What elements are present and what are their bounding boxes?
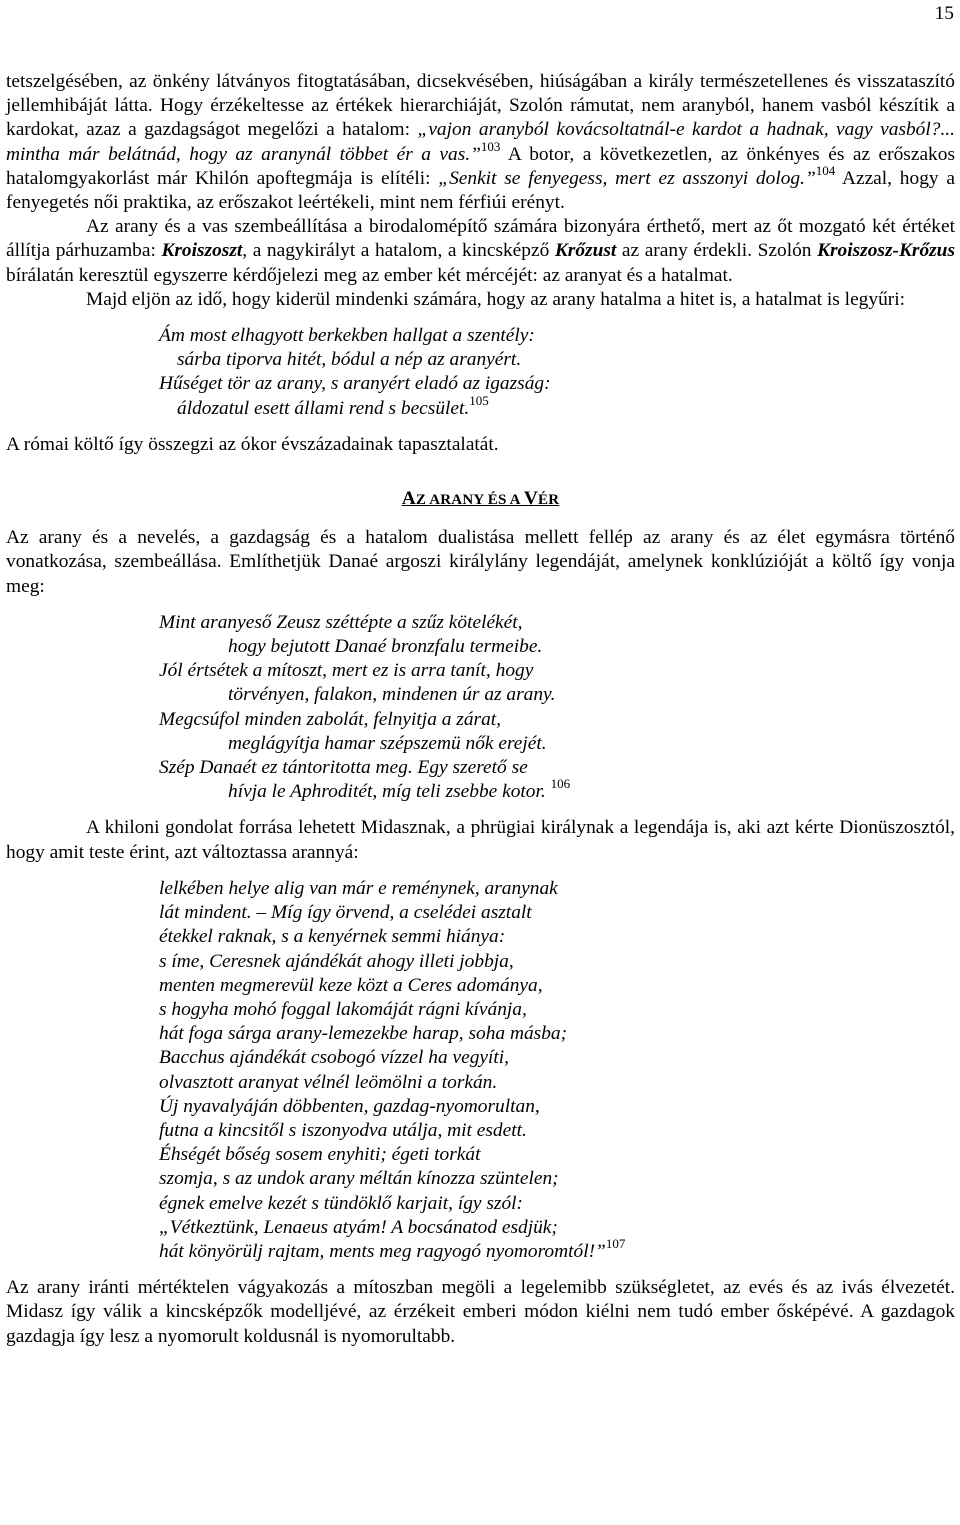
paragraph-szolon-vas: [6, 70, 955, 215]
poem-line: étekkel raknak, s a kenyérnek semmi hiánya:: [159, 926, 506, 948]
poem-line: sárba tiporva hitét, bódul a nép az aranyért.: [177, 349, 522, 371]
poem-line: törvényen, falakon, mindenen úr az arany.: [228, 684, 556, 706]
text-run: Az arany és a vas szembeállítása a birodalomépítő számára bizonyára érthető, mert az őt mozgató két értéket állítja párhuzamba:: [6, 216, 955, 262]
poem-line: s hogyha mohó foggal lakomáját rágni kívánja,: [159, 998, 527, 1020]
paragraph-danae: Az arany és a nevelés, a gazdagság és a hatalom dualistása mellett fellép az arany és az élet egymásra történő vonatkozása, szembeállása. Említhetjük Danaé argoszi királylány legendáját, amelynek konklúzióját a költő így vonja meg:: [6, 527, 955, 597]
poem-line: futna a kincsitől s iszonyodva utálja, mit esdett.: [159, 1119, 527, 1141]
poem-line: meglágyítja hamar szépszemü nők erejét.: [228, 732, 547, 754]
heading-smallcaps: Z ARANY ÉS A: [415, 492, 524, 509]
paragraph-arany-hatalma: Majd eljön az idő, hogy kiderül mindenki számára, hogy az arany hatalma a hitet is, a hatalmat is legyűri:: [86, 288, 905, 310]
name-krozust: Krőzust: [554, 240, 617, 262]
poem-line: [159, 776, 955, 804]
poem-line: hogy bejutott Danaé bronzfalu termeibe.: [228, 636, 543, 658]
footnote-ref-104[interactable]: 104: [815, 162, 836, 178]
heading-initial: V: [523, 488, 539, 510]
poem-line: Szép Danaét ez tántoritotta meg. Egy szerető se: [159, 757, 528, 779]
poem-line: lelkében helye alig van már e reménynek, aranynak: [159, 877, 558, 899]
text-run: bírálatán keresztül egyszerre kérdőjelezi meg az ember két mércéjét: az aranyat és a hatalmat.: [6, 264, 733, 286]
poem-line-text: áldozatul esett állami rend s becsület.: [177, 397, 470, 419]
poem-line: olvasztott aranyat vélnél leömölni a torkán.: [159, 1071, 498, 1093]
heading-initial: A: [401, 488, 416, 510]
text-run: Azzal, hogy a fenyegetés női praktika, az erőszakot leértékeli, mint nem férfiúi erényt.: [6, 167, 955, 214]
paragraph-midasz: A khiloni gondolat forrása lehetett Midasznak, a phrügiai királynak a legendája is, aki azt kérte Dionüszosztól, hogy amit teste érint, azt változtassa arannyá:: [6, 817, 955, 863]
paragraph-romai-kolto: A római költő így összegzi az ókor évszázadainak tapasztalatát.: [6, 433, 499, 455]
paragraph-mertektelen: Az arany iránti mértéktelen vágyakozás a mítoszban megöli a legelemibb szükségletet, az evés és az ivás élvezetét. Midasz így válik a kincsképzők modelljévé, az érzékeit emberi módon kiélni nem tudó ember ősképévé. A gazdagok gazdagja így lesz a nyomorult koldusnál is nyomorultabb.: [6, 1277, 955, 1347]
page-body: [6, 70, 955, 1349]
poem-line: Jól értsétek a mítoszt, mert ez is arra tanít, hogy: [159, 660, 534, 682]
poem-line: hát foga sárga arany-lemezekbe harap, soha másba;: [159, 1023, 568, 1045]
poem-line: szomja, s az undok arany méltán kínozza szüntelen;: [159, 1168, 559, 1190]
poem-roman: [159, 324, 955, 421]
quote-szolon: „vajon aranyból kovácsoltatnál-e kardot a hadnak, vagy vasból?... mintha már belátnád, hogy az aranynál többet ér a vas.”: [6, 119, 956, 165]
section-heading: [6, 487, 955, 512]
quote-khilon: „Senkit se fenyegess, mert ez asszonyi dolog.”: [438, 167, 816, 189]
name-kroiszoszt: Kroiszoszt: [161, 240, 243, 262]
poem-line: [159, 392, 955, 421]
text-run: , a nagykirályt a hatalom, a kincsképző: [242, 240, 555, 262]
poem-line: menten megmerevül keze közt a Ceres adománya,: [159, 974, 543, 996]
poem-line: Hűséget tör az arany, s aranyért eladó az igazság:: [159, 373, 551, 395]
name-kroiszosz-krozus: Kroiszosz-Krőzus: [817, 240, 956, 262]
footnote-ref-107[interactable]: 107: [605, 1235, 626, 1251]
poem-line: égnek emelve kezét s tündöklő karjait, így szól:: [159, 1192, 523, 1214]
paragraph-kroiszosz: [6, 215, 955, 288]
poem-line: Megcsúfol minden zabolát, felnyitja a zárat,: [159, 708, 501, 730]
poem-line: s íme, Ceresnek ajándékát ahogy illeti jobbja,: [159, 950, 514, 972]
text-run: A botor, a következetlen, az önkényes és az erőszakos hatalomgyakorlást már Khilón apoftegmája is elítéli:: [6, 143, 955, 189]
text-run: tetszelgésében, az önkény látványos fitogtatásában, dicsekvésében, hiúságában a király természetellenes és visszataszító jellemhibáját látta. Hogy érzékeltesse az értékek hierarchiáját, Szolón rámutat, nem aranyból, hanem vasból készítik a kardokat, azaz a gazdagságot megelőzi a hatalom:: [6, 71, 955, 141]
poem-line-text: hát könyörülj rajtam, ments meg ragyogó nyomoromtól!”: [159, 1240, 606, 1262]
footnote-ref-105[interactable]: 105: [469, 392, 489, 408]
poem-line: Bacchus ajándékát csobogó vízzel ha vegyíti,: [159, 1047, 510, 1069]
poem-line: Új nyavalyáján döbbenten, gazdag-nyomorultan,: [159, 1095, 540, 1117]
poem-line: lát mindent. – Míg így örvend, a cselédei asztalt: [159, 902, 532, 924]
poem-line: Ám most elhagyott berkekben hallgat a szentély:: [159, 325, 535, 347]
poem-danae: [159, 611, 955, 805]
footnote-ref-106[interactable]: 106: [550, 776, 571, 792]
poem-line: Éhségét bőség sosem enyhiti; égeti torkát: [159, 1144, 481, 1166]
poem-line: „Vétkeztünk, Lenaeus atyám! A bocsánatod esdjük;: [159, 1216, 558, 1238]
page-number: 15: [934, 3, 954, 24]
text-run: az arany érdekli. Szolón: [616, 240, 818, 262]
heading-smallcaps: ÉR: [538, 492, 560, 509]
poem-line: [159, 1235, 955, 1264]
poem-line: Mint aranyeső Zeusz széttépte a szűz kötelékét,: [159, 611, 523, 633]
poem-midasz: [159, 877, 955, 1264]
poem-line-text: hívja le Aphroditét, míg teli zsebbe kotor.: [228, 781, 546, 803]
footnote-ref-103[interactable]: 103: [480, 138, 501, 154]
